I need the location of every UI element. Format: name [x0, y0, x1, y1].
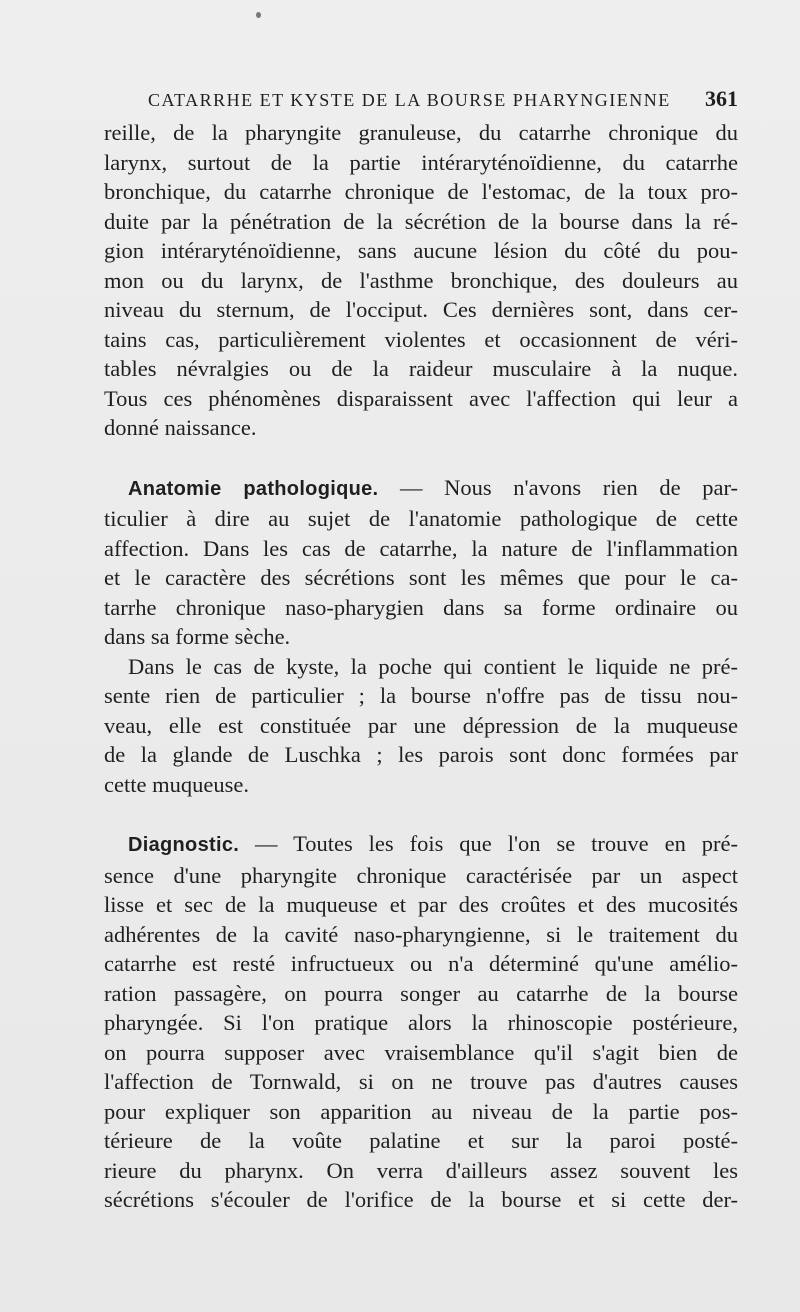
text-line: l'affection de Tornwald, si on ne trouve pas d'autres causes: [104, 1069, 738, 1094]
section-heading-anatomie-pathologique: Anatomie pathologique.: [128, 477, 379, 500]
paragraph-diagnosis: [104, 829, 738, 1215]
paragraph-symptoms-continued: [104, 118, 738, 443]
text-line: affection. Dans les cas de catarrhe, la nature de l'inflammation: [104, 535, 738, 561]
text-line: térieure de la voûte palatine et sur la paroi posté-: [104, 1128, 738, 1153]
heading-line-rest: — Toutes les fois que l'on se trouve en pré-: [239, 831, 738, 856]
text-line: pharyngée. Si l'on pratique alors la rhinoscopie postérieure,: [104, 1010, 738, 1035]
text-line: tarrhe chronique naso-pharygien dans sa forme ordinaire ou: [104, 594, 738, 620]
heading-line-rest: — Nous n'avons rien de par-: [378, 474, 738, 500]
body-text: [104, 118, 738, 1215]
text-line: bronchique, du catarrhe chronique de l'estomac, de la toux pro-: [104, 179, 738, 204]
paragraph-cyst: [104, 652, 738, 800]
text-line: ration passagère, on pourra songer au catarrhe de la bourse: [104, 980, 738, 1006]
section-gap: [104, 443, 738, 473]
text-line: et le caractère des sécrétions sont les mêmes que pour le ca-: [104, 565, 738, 590]
text-line: veau, elle est constituée par une dépression de la muqueuse: [104, 712, 738, 738]
text-line: adhérentes de la cavité naso-pharyngienne, si le traitement du: [104, 921, 738, 947]
running-head-title: CATARRHE ET KYSTE DE LA BOURSE PHARYNGIENNE: [148, 90, 671, 110]
text-line: larynx, surtout de la partie intéraryténoïdienne, du catarrhe: [104, 149, 738, 175]
text-line: de la glande de Luschka ; les parois sont donc formées par: [104, 742, 738, 767]
text-line: tables névralgies ou de la raideur musculaire à la nuque.: [104, 356, 738, 381]
text-line: donné naissance.: [104, 415, 257, 440]
text-line: reille, de la pharyngite granuleuse, du catarrhe chronique du: [104, 120, 738, 145]
text-line: cette muqueuse.: [104, 771, 249, 797]
text-line: niveau du sternum, de l'occiput. Ces dernières sont, dans cer-: [104, 297, 738, 322]
text-line: duite par la pénétration de la sécrétion de la bourse dans la ré-: [104, 208, 738, 234]
text-line: rieure du pharynx. On verra d'ailleurs assez souvent les: [104, 1157, 738, 1183]
text-line: [104, 473, 738, 505]
text-line: Tous ces phénomènes disparaissent avec l'affection qui leur a: [104, 385, 738, 411]
text-line: tains cas, particulièrement violentes et occasionnent de véri-: [104, 326, 738, 352]
text-line: on pourra supposer avec vraisemblance qu'il s'agit bien de: [104, 1039, 738, 1065]
running-head: [148, 86, 738, 116]
text-line: sence d'une pharyngite chronique caractérisée par un aspect: [104, 862, 738, 888]
ink-speck: [256, 12, 261, 18]
text-line: sente rien de particulier ; la bourse n'offre pas de tissu nou-: [104, 683, 738, 708]
page-number: 361: [705, 86, 738, 111]
text-line: [104, 829, 738, 861]
section-heading-diagnostic: Diagnostic.: [128, 834, 240, 856]
text-line: dans sa forme sèche.: [104, 624, 291, 649]
text-line: mon ou du larynx, de l'asthme bronchique, des douleurs au: [104, 267, 738, 293]
text-line: catarrhe est resté infructueux ou n'a déterminé qu'une amélio-: [104, 951, 738, 976]
paragraph-pathological-anatomy: [104, 473, 738, 652]
text-line: pour expliquer son apparition au niveau de la partie pos-: [104, 1098, 738, 1124]
text-line: gion intéraryténoïdienne, sans aucune lésion du côté du pou-: [104, 238, 738, 263]
text-line: sécrétions s'écouler de l'orifice de la bourse et si cette der-: [104, 1187, 738, 1212]
text-line: ticulier à dire au sujet de l'anatomie pathologique de cette: [104, 506, 738, 531]
text-line: lisse et sec de la muqueuse et par des croûtes et des mucosités: [104, 892, 738, 917]
section-gap: [104, 799, 738, 829]
text-line: Dans le cas de kyste, la poche qui contient le liquide ne pré-: [128, 653, 738, 679]
